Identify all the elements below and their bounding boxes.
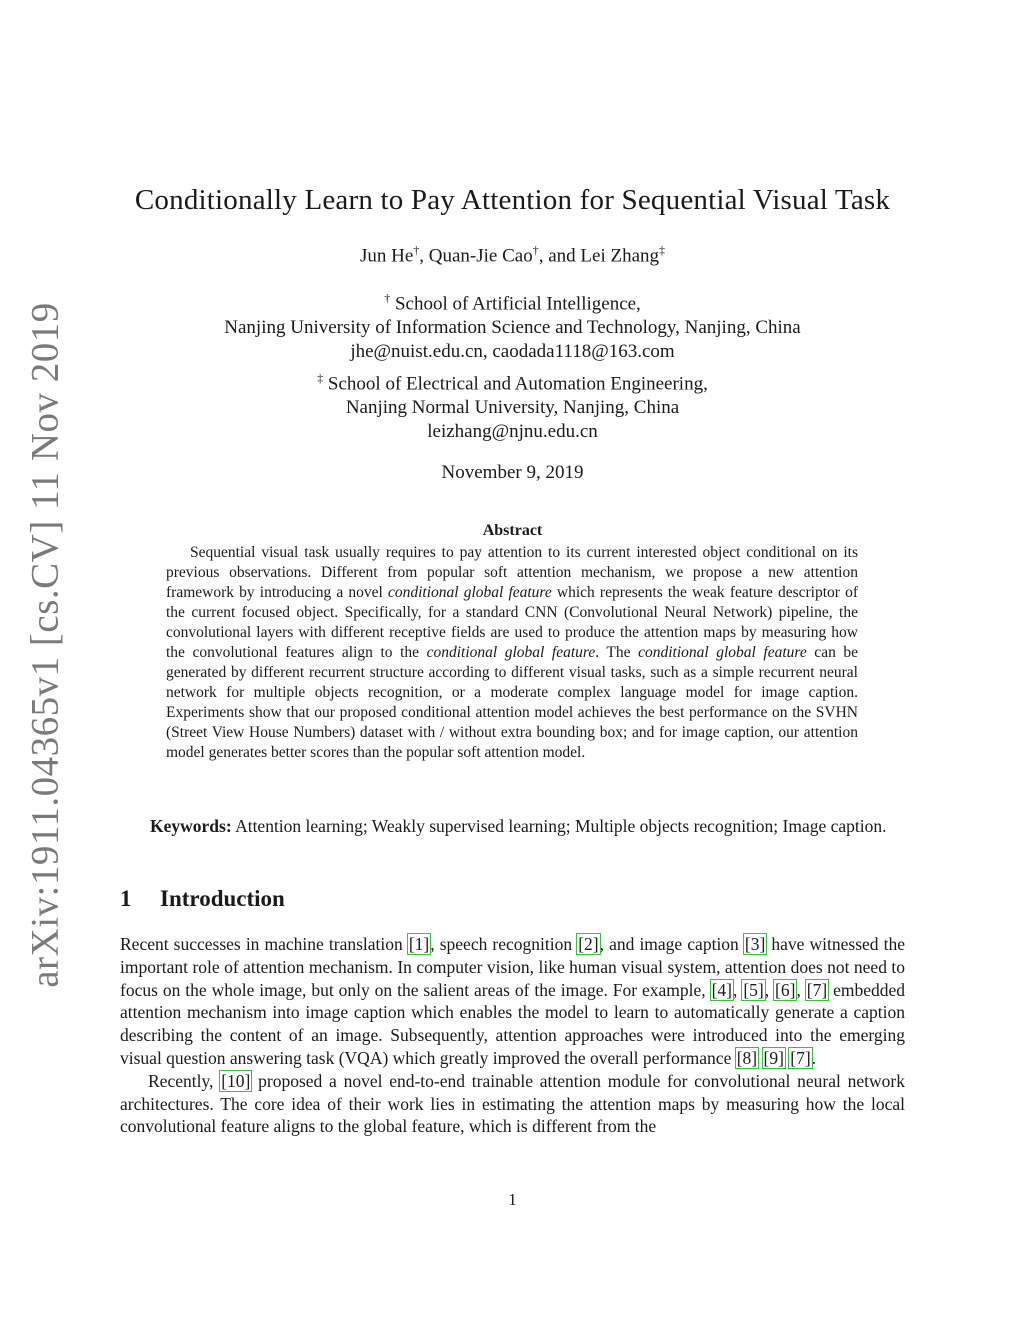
introduction-body xyxy=(120,933,905,1138)
affiliation-emails: jhe@nuist.edu.cn, caodada1118@163.com xyxy=(350,341,675,363)
emphasis: conditional global feature xyxy=(426,644,596,661)
abstract-body: Sequential visual task usually requires to pay attention to its current interested object conditional on its previous observations. Different from popular soft attention mechanism, we propose a new attention framework by introducing a novel conditional global feature which represents the weak feature descriptor of the current focused object. Specifically, for a standard CNN (Convolutional Neural Network) pipeline, the convolutional layers with different receptive fields are used to produce the attention maps by measuring how the convolutional features align to the conditional global feature. The conditional global feature can be generated by different recurrent structure according to different visual tasks, such as a simple recurrent neural network for multiple objects recognition, or a moderate complex language model for image caption. Experiments show that our proposed conditional attention model achieves the best performance on the SVHN (Street View House Numbers) dataset with / without extra bounding box; and for image caption, our attention model generates better scores than the popular soft attention model. xyxy=(166,544,859,761)
affiliation-mark: † xyxy=(532,243,539,257)
affiliation-mark: † xyxy=(413,243,420,257)
citation-link[interactable]: [7] xyxy=(790,1047,811,1068)
citation-link[interactable]: [7] xyxy=(806,979,828,1000)
keywords-text: Attention learning; Weakly supervised learning; Multiple objects recognition; Image caption. xyxy=(231,816,887,836)
citation-link[interactable]: [3] xyxy=(744,934,766,954)
author-list: Jun He†, Quan-Jie Cao†, and Lei Zhang‡ xyxy=(359,243,666,267)
section-heading xyxy=(120,886,285,912)
paragraph: Recent successes in machine translation [1], speech recognition [2], and image caption [3] have witnessed the important role of attention mechanism. In computer vision, like human visual system, attention does not need to focus on the whole image, but only on the salient areas of the image. For example, [4], [5], [6], [7] embedded attention mechanism into image caption which enables the model to learn to automatically generate a caption describing the content of an image. Subsequently, attention approaches were introduced into the emerging visual question answering task (VQA) which greatly improved the overall performance [8] [9] [7]. xyxy=(120,934,906,1068)
citation-link[interactable]: [10] xyxy=(221,1070,251,1091)
abstract-heading: Abstract xyxy=(482,522,543,539)
emphasis: conditional global feature xyxy=(638,644,807,661)
affiliation-block xyxy=(100,366,925,444)
page-number: 1 xyxy=(508,1190,517,1209)
keywords xyxy=(120,815,905,838)
paper-title: Conditionally Learn to Pay Attention for Sequential Visual Task xyxy=(134,184,891,216)
affiliation-school: School of Electrical and Automation Engineering, xyxy=(327,373,708,395)
emphasis: conditional global feature xyxy=(387,584,552,601)
paragraph: Recently, [10] proposed a novel end-to-end trainable attention module for convolutional neural network architectures. The core idea of their work lies in estimating the attention maps by measuring how the local convolutional feature aligns to the global feature, which is different from the xyxy=(120,1070,905,1137)
affiliation-school: School of Artificial Intelligence, xyxy=(394,293,641,315)
affiliation-university: Nanjing Normal University, Nanjing, China xyxy=(345,397,680,419)
citation-link[interactable]: [5] xyxy=(743,979,764,1000)
author-name: Lei Zhang xyxy=(580,245,660,267)
citation-link[interactable]: [1] xyxy=(408,934,430,954)
affiliation-mark: ‡ xyxy=(659,243,666,257)
author-name: Jun He xyxy=(359,245,414,267)
affiliation-mark: ‡ xyxy=(317,371,324,385)
citation-link[interactable]: [4] xyxy=(711,979,733,1000)
author-name: Quan-Jie Cao xyxy=(428,245,533,267)
affiliation-mark: † xyxy=(384,291,391,305)
affiliation-university: Nanjing University of Information Science and Technology, Nanjing, China xyxy=(224,317,801,339)
citation-link[interactable]: [8] xyxy=(736,1047,758,1068)
citation-link[interactable]: [6] xyxy=(775,979,796,1000)
paper-date: November 9, 2019 xyxy=(441,462,584,483)
affiliation-emails: leizhang@njnu.edu.cn xyxy=(427,421,598,443)
section-number: 1 xyxy=(120,886,132,911)
citation-link[interactable]: [9] xyxy=(763,1047,784,1068)
keywords-label: Keywords: xyxy=(150,816,232,836)
arxiv-identifier-stamp: arXiv:1911.04365v1 [cs.CV] 11 Nov 2019 xyxy=(23,302,67,988)
citation-link[interactable]: [2] xyxy=(578,934,599,954)
affiliation-block xyxy=(100,286,925,364)
section-title: Introduction xyxy=(160,886,285,911)
